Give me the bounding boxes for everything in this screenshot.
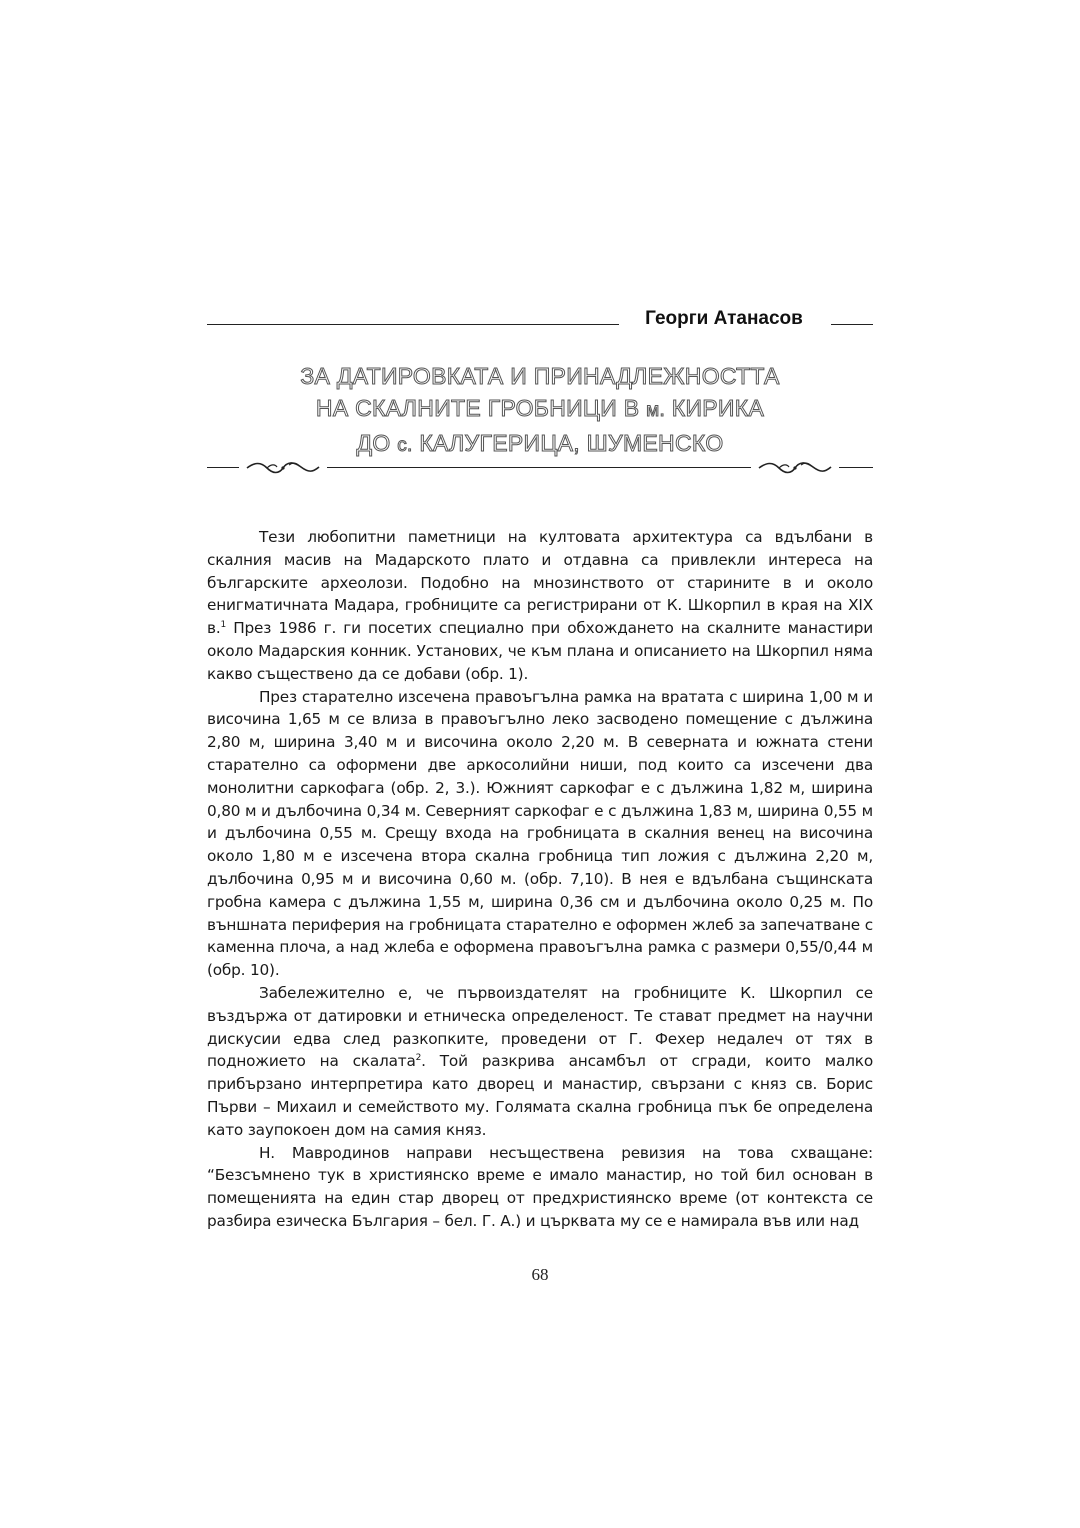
title-line-3-part-2: с.: [397, 435, 413, 456]
title-line-3-part-1: ДО: [356, 430, 398, 456]
title-line-2-part-3: КИРИКА: [665, 395, 765, 421]
paragraph-1: [207, 526, 873, 686]
paragraph-1-text-a: Тези любопитни паметници на култовата архитектура са вдълбани в скалния масив на Мадарското плато и отдавна са привлекли интереса на българските археолози. Подобно на мнозинството от старините в и около енигматичната Мадара, гробниците са регистрирани от К. Шкорпил в края на XIX в.: [207, 528, 873, 638]
paragraph-2: През старателно изсечена правоъгълна рамка на вратата с ширина 1,00 м и височина 1,65 м се влиза в правоъгълно леко засводено помещение с дължина 2,80 м, ширина 3,40 м и височина около 2,20 м. В северната и южната стени старателно са оформени две аркосолийни ниши, под които са изсечени два монолитни саркофага (обр. 2, 3.). Южният саркофаг е с дължина 1,82 м, ширина 0,80 м и дълбочина 0,34 м. Северният саркофаг е с дължина 1,83 м, ширина 0,55 м и дълбочина 0,55 м. Срещу входа на гробницата в скалния венец на височина около 1,80 м е изсечена втора скална гробница тип ложия с дължина 2,20 м, дълбочина 0,95 м и височина 0,60 м. (обр. 7,10). В нея е вдълбана същинската гробна камера с дължина 1,55 м, ширина 0,36 см и дълбочина около 0,25 м. По външната периферия на гробницата старателно е оформен жлеб за запечатване с каменна плоча, а над жлеба е оформена правоъгълна рамка с размери 0,55/0,44 м (обр. 10).: [207, 687, 873, 980]
author-name: Георги Атанасов: [645, 308, 803, 329]
paragraph-3: [207, 982, 873, 1142]
title-line-1: ЗА ДАТИРОВКАТА И ПРИНАДЛЕЖНОСТТА: [300, 363, 780, 389]
article-title: [207, 360, 873, 462]
paragraph-4: Н. Мавродинов направи несъществена ревизия на това схващане: “Безсъмнено тук в християнско време е имало манастир, но той бил основан в помещенията на един стар дворец от предхристиянско време (от контекста се разбира езическа България – бел. Г. А.) и църквата му се е намирала във или над: [207, 1143, 873, 1230]
author-rule-left: [207, 324, 619, 325]
footnote-ref-2: 2: [415, 1053, 422, 1064]
title-line-2-part-2: м.: [646, 400, 666, 421]
author-header: [207, 306, 873, 336]
flourish-ornament-icon: [245, 458, 321, 478]
article-body: [207, 526, 873, 1233]
title-line-3-part-3: КАЛУГЕРИЦА, ШУМЕНСКО: [412, 430, 724, 456]
paragraph-1-text-b: През 1986 г. ги посетих специално при обхождането на скалните манастири около Мадарския конник. Установих, че към плана и описанието на Шкорпил няма какво съществено да се добави (обр. 1).: [207, 619, 873, 683]
flourish-ornament-icon: [757, 458, 833, 478]
paragraph-3-text-a: Забележително е, че първоиздателят на гробниците К. Шкорпил се въздържа от датировки и етническа определеност. Те стават предмет на научни дискусии едва след разкопките, проведени от Г. Фехер недалеч от тях в подножието на скалата: [207, 983, 873, 1071]
paragraph-3-text-b: . Той разкрива ансамбъл от сгради, които малко прибързано интерпретира като дворец и манастир, свързани с княз св. Борис Първи – Михаил и семейството му. Голямата скална гробница пък бе определена като заупокоен дом на самия княз.: [207, 1052, 874, 1139]
ornament-rule-center: [327, 467, 751, 468]
title-ornament-divider: [207, 458, 873, 478]
ornament-rule-left: [207, 467, 239, 468]
footnote-ref-1: 1: [220, 620, 227, 631]
ornament-rule-right: [839, 467, 873, 468]
page-number: 68: [531, 1265, 549, 1284]
title-line-2-part-1: НА СКАЛНИТЕ ГРОБНИЦИ В: [315, 395, 647, 421]
author-rule-right: [831, 324, 873, 325]
title-line-2: [207, 392, 873, 427]
title-line-3: [207, 427, 873, 462]
